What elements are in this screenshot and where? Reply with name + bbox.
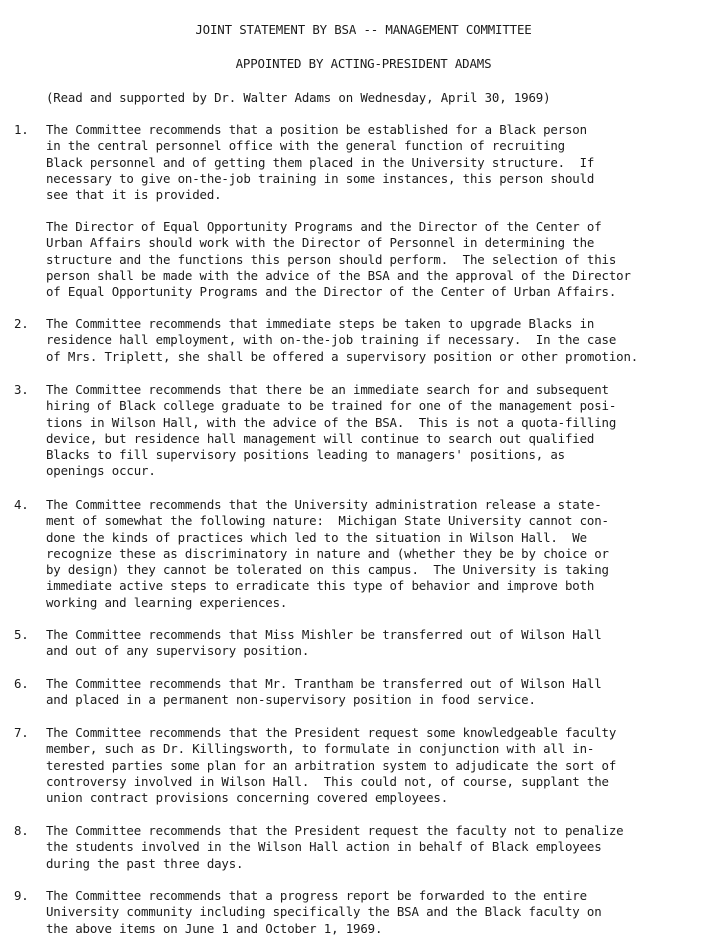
paragraph-line: The Committee recommends that the University administration release a state- [46, 497, 602, 512]
document-subtitle-heading: APPOINTED BY ACTING-PRESIDENT ADAMS [235, 56, 492, 71]
item-paragraph [46, 497, 711, 611]
item-paragraph [46, 382, 711, 480]
item-number: 1. [14, 122, 29, 137]
paragraph-line: University community including specifically the BSA and the Black faculty on [46, 904, 602, 920]
paragraph-line: recognize these as discriminatory in nature and (whether they be by choice or [46, 545, 609, 561]
paragraph-line: ment of somewhat the following nature: Michigan State University cannot con- [46, 513, 609, 529]
item-number: 8. [14, 823, 29, 838]
paragraph-line: structure and the functions this person should perform. The selection of this [46, 251, 617, 267]
paragraph-line: see that it is provided. [46, 187, 222, 203]
paragraph-line: union contract provisions concerning covered employees. [46, 790, 449, 806]
paragraph-line: necessary to give on-the-job training in some instances, this person should [46, 170, 595, 186]
item-paragraph [46, 316, 711, 365]
paragraph-line: the above items on June 1 and October 1, 1969. [46, 920, 383, 936]
paragraph-line: The Committee recommends that Mr. Trantham be transferred out of Wilson Hall [46, 676, 602, 691]
item-paragraph [46, 627, 711, 660]
document-title: JOINT STATEMENT BY BSA -- MANAGEMENT COMMITTEE [195, 22, 532, 37]
item-paragraph [46, 823, 711, 872]
paragraph-line: Black personnel and of getting them placed in the University structure. If [46, 154, 595, 170]
paragraph-line: Blacks to fill supervisory positions leading to managers' positions, as [46, 447, 565, 463]
paragraph-line: of Mrs. Triplett, she shall be offered a supervisory position or other promotion. [46, 348, 639, 364]
item-number: 7. [14, 725, 29, 740]
paragraph-line: in the central personnel office with the general function of recruiting [46, 138, 565, 154]
paragraph-line: Urban Affairs should work with the Director of Personnel in determining the [46, 235, 595, 251]
paragraph-line: and out of any supervisory position. [46, 643, 310, 659]
paragraph-line: The Committee recommends that a progress report be forwarded to the entire [46, 888, 587, 903]
paragraph-line: tions in Wilson Hall, with the advice of the BSA. This is not a quota-filling [46, 414, 617, 430]
paragraph-line: The Committee recommends that Miss Mishler be transferred out of Wilson Hall [46, 627, 602, 642]
item-number: 3. [14, 382, 29, 397]
item-paragraph [46, 122, 711, 203]
paragraph-line: immediate active steps to erradicate this type of behavior and improve both [46, 578, 595, 594]
item-number: 5. [14, 627, 29, 642]
paragraph-line: during the past three days. [46, 855, 244, 871]
paragraph-line: The Committee recommends that there be an immediate search for and subsequent [46, 382, 609, 397]
paragraph-line: The Committee recommends that the President request some knowledgeable faculty [46, 725, 617, 740]
paragraph-line: hiring of Black college graduate to be trained for one of the management posi- [46, 398, 617, 414]
item-number: 2. [14, 316, 29, 331]
item-number: 4. [14, 497, 29, 512]
paragraph-line: device, but residence hall management will continue to search out qualified [46, 430, 595, 446]
item-paragraph [46, 888, 711, 937]
paragraph-line: openings occur. [46, 463, 156, 479]
paragraph-line: The Director of Equal Opportunity Programs and the Director of the Center of [46, 219, 602, 234]
item-paragraph [46, 725, 711, 806]
paragraph-line: of Equal Opportunity Programs and the Director of the Center of Urban Affairs. [46, 284, 617, 300]
paragraph-line: member, such as Dr. Killingsworth, to formulate in conjunction with all in- [46, 741, 595, 757]
paragraph-line: The Committee recommends that the President request the faculty not to penalize [46, 823, 624, 838]
paragraph-line: residence hall employment, with on-the-job training if necessary. In the case [46, 332, 617, 348]
paragraph-line: The Committee recommends that immediate steps be taken to upgrade Blacks in [46, 316, 595, 331]
item-paragraph [46, 676, 711, 709]
item-number: 9. [14, 888, 29, 903]
paragraph-line: the students involved in the Wilson Hall action in behalf of Black employees [46, 839, 602, 855]
paragraph-line: and placed in a permanent non-supervisory position in food service. [46, 692, 536, 708]
paragraph-line: working and learning experiences. [46, 594, 288, 610]
paragraph-line: person shall be made with the advice of the BSA and the approval of the Director [46, 267, 631, 283]
paragraph-line: by design) they cannot be tolerated on this campus. The University is taking [46, 562, 609, 578]
item-paragraph [46, 219, 711, 300]
paragraph-line: terested parties some plan for an arbitration system to adjudicate the sort of [46, 757, 617, 773]
document-note: (Read and supported by Dr. Walter Adams on Wednesday, April 30, 1969) [46, 90, 551, 105]
paragraph-line: The Committee recommends that a position be established for a Black person [46, 122, 587, 137]
paragraph-line: done the kinds of practices which led to the situation in Wilson Hall. We [46, 529, 587, 545]
paragraph-line: controversy involved in Wilson Hall. This could not, of course, supplant the [46, 773, 609, 789]
item-number: 6. [14, 676, 29, 691]
